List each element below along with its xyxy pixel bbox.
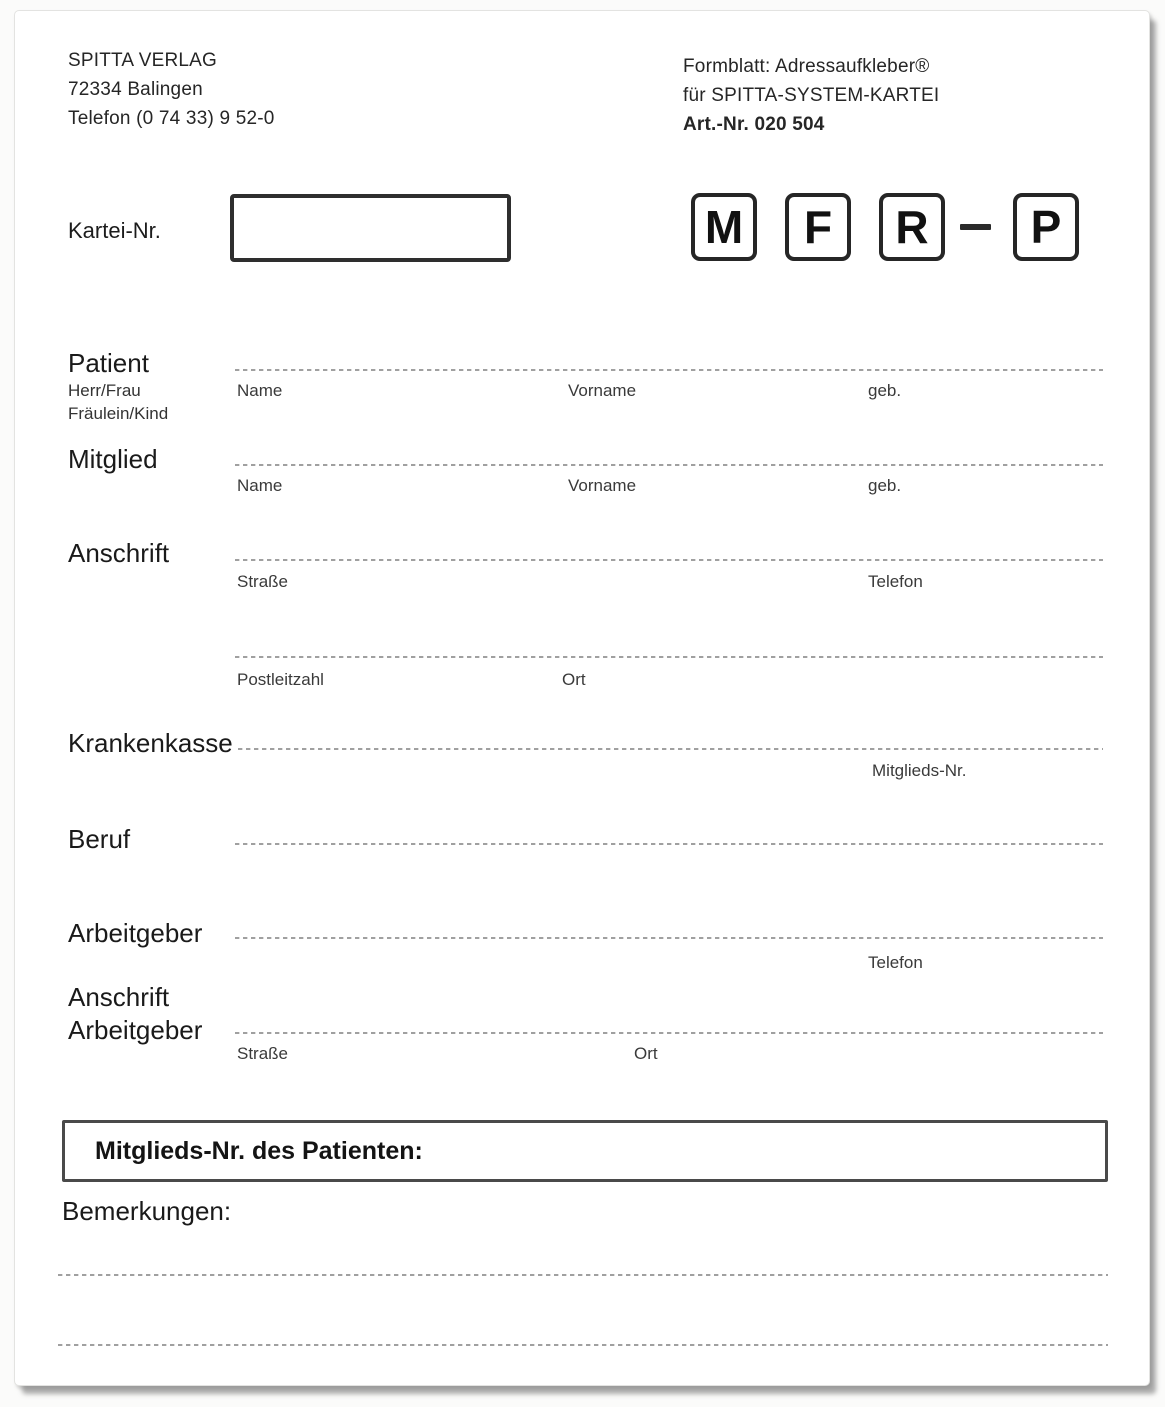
patient-write-line [235, 369, 1103, 371]
anschrift-field-strasse: Straße [237, 572, 289, 591]
bemerkungen-write-line-1 [58, 1274, 1108, 1276]
mitglied-field-vorname: Vorname [568, 476, 637, 495]
anschrift-write-line-1 [235, 559, 1103, 561]
mitglieds-nr-patienten-box [62, 1120, 1108, 1182]
section-label-anschrift: Anschrift [68, 538, 170, 568]
code-box-f [785, 193, 851, 261]
code-letter-r: R [895, 201, 929, 253]
section-label-beruf: Beruf [68, 824, 131, 854]
mitglied-write-line [235, 464, 1103, 466]
beruf-write-line [235, 843, 1103, 845]
section-label-anschrift-arbeitgeber-2: Arbeitgeber [68, 1015, 203, 1045]
anschrift-field-postleitzahl: Postleitzahl [237, 670, 324, 689]
code-letter-p: P [1030, 201, 1062, 253]
krankenkasse-field-mitglieds-nr: Mitglieds-Nr. [872, 761, 967, 780]
mitglied-field-name: Name [237, 476, 283, 495]
mitglied-field-geb: geb. [868, 476, 902, 495]
section-label-anschrift-arbeitgeber-1: Anschrift [68, 982, 170, 1012]
section-label-mitglied: Mitglied [68, 444, 158, 474]
code-dash [960, 224, 991, 230]
section-label-arbeitgeber: Arbeitgeber [68, 918, 203, 948]
patient-sub-herr-frau: Herr/Frau [68, 381, 141, 400]
publisher-name: SPITTA VERLAG [68, 50, 218, 71]
arbeitgeber-field-telefon: Telefon [868, 953, 923, 972]
anschrift-field-ort: Ort [562, 670, 586, 689]
patient-field-name: Name [237, 381, 283, 400]
mitglieds-nr-patienten-label: Mitglieds-Nr. des Patienten: [95, 1136, 423, 1165]
code-box-p [1013, 193, 1079, 261]
code-letter-m: M [704, 201, 744, 253]
publisher-block [68, 46, 275, 133]
patient-sub-fraeulein-kind: Fräulein/Kind [68, 404, 169, 423]
anschrift-arbeitgeber-field-strasse: Straße [237, 1044, 289, 1063]
form-info-artnr: Art.-Nr. 020 504 [683, 114, 825, 135]
publisher-city: 72334 Balingen [68, 79, 203, 100]
section-label-patient: Patient [68, 348, 149, 378]
form-info-title: Formblatt: Adressaufkleber® [683, 56, 930, 77]
code-box-m [691, 193, 757, 261]
code-letter-f: F [803, 201, 833, 253]
krankenkasse-write-line [238, 748, 1103, 750]
kartei-nr-box [230, 194, 511, 262]
form-info-block [683, 52, 939, 139]
section-label-bemerkungen: Bemerkungen: [62, 1196, 232, 1226]
anschrift-arbeitgeber-write-line [235, 1032, 1103, 1034]
kartei-nr-label: Kartei-Nr. [68, 218, 161, 243]
bemerkungen-write-line-2 [58, 1344, 1108, 1346]
publisher-phone: Telefon (0 74 33) 9 52-0 [68, 108, 275, 129]
form-info-subtitle: für SPITTA-SYSTEM-KARTEI [683, 85, 940, 106]
patient-field-vorname: Vorname [568, 381, 637, 400]
code-box-r [879, 193, 945, 261]
patient-field-geb: geb. [868, 381, 902, 400]
anschrift-write-line-2 [235, 656, 1103, 658]
arbeitgeber-write-line [235, 937, 1103, 939]
section-label-krankenkasse: Krankenkasse [68, 728, 233, 758]
anschrift-arbeitgeber-field-ort: Ort [634, 1044, 658, 1063]
anschrift-field-telefon: Telefon [868, 572, 923, 591]
